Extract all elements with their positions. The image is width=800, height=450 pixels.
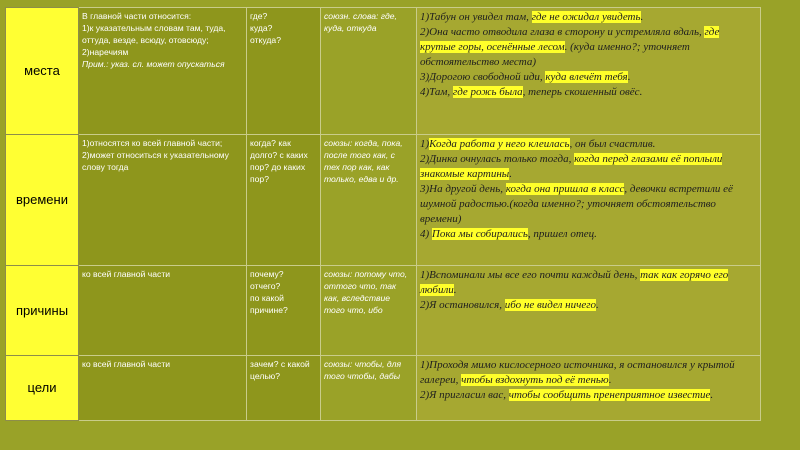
examples-cell bbox=[417, 356, 761, 421]
clause-type-label: времени bbox=[16, 192, 68, 207]
example-line bbox=[420, 182, 757, 227]
question-cell bbox=[247, 356, 321, 421]
conjunction-text: союзн. слова: где, куда, откуда bbox=[324, 11, 397, 33]
clause-type-cell bbox=[6, 135, 79, 266]
highlighted-clause: Пока мы собирались bbox=[431, 228, 528, 240]
highlighted-clause: так как горячо его любили bbox=[420, 269, 729, 296]
example-line bbox=[420, 85, 757, 100]
role-cell bbox=[79, 8, 247, 135]
example-line bbox=[420, 25, 757, 70]
example-text: . bbox=[453, 284, 457, 296]
role-cell bbox=[79, 356, 247, 421]
examples-cell bbox=[417, 135, 761, 266]
conjunction-cell bbox=[321, 8, 417, 135]
example-line bbox=[420, 137, 757, 152]
role-text: 2)наречиям bbox=[82, 47, 129, 57]
example-text: 1)Табун он увидел там, bbox=[420, 11, 532, 23]
highlighted-clause: где рожь была bbox=[452, 86, 523, 98]
example-text: 4) bbox=[420, 228, 432, 240]
example-line bbox=[420, 10, 757, 25]
question-text: где? bbox=[250, 11, 268, 21]
highlighted-clause: чтобы вздохнуть под её тенью bbox=[461, 374, 609, 386]
sentence-types-table bbox=[5, 7, 761, 421]
example-line bbox=[420, 298, 757, 313]
role-cell bbox=[79, 135, 247, 266]
table-row bbox=[6, 356, 761, 421]
question-text: почему? bbox=[250, 269, 284, 279]
highlighted-clause: чтобы сообщить пренеприятное известие bbox=[508, 389, 711, 401]
example-text: . bbox=[640, 11, 644, 23]
highlighted-clause: куда влечёт тебя bbox=[545, 71, 628, 83]
example-text: . bbox=[627, 71, 631, 83]
example-text: 4)Там, bbox=[420, 86, 453, 98]
conjunction-cell bbox=[321, 266, 417, 356]
examples-cell bbox=[417, 266, 761, 356]
example-text: . bbox=[608, 374, 612, 386]
example-text: 2)Динка очнулась только тогда, bbox=[420, 153, 575, 165]
conjunction-text: союзы: чтобы, для того чтобы, дабы bbox=[324, 359, 402, 381]
clause-type-cell bbox=[6, 356, 79, 421]
question-cell bbox=[247, 266, 321, 356]
conjunction-text: союзы: когда, пока, после того как, с тех пор как, как только, едва и др. bbox=[324, 138, 403, 184]
clause-type-cell bbox=[6, 8, 79, 135]
example-line bbox=[420, 358, 757, 388]
question-text: когда? как долго? с каких пор? до каких пор? bbox=[250, 138, 308, 184]
conjunction-cell bbox=[321, 135, 417, 266]
question-cell bbox=[247, 8, 321, 135]
example-text: 1)Вспоминали мы все его почти каждый день, bbox=[420, 269, 641, 281]
table-row bbox=[6, 8, 761, 135]
example-text: . (куда именно?; уточняет обстоятельство места) bbox=[420, 41, 690, 68]
example-text: , девочки встретили её шумной радостью.(когда именно?; уточняет обстоятельство времени) bbox=[420, 183, 733, 225]
clause-type-label: места bbox=[24, 63, 60, 78]
clause-type-label: причины bbox=[15, 302, 69, 318]
role-cell bbox=[79, 266, 247, 356]
example-line bbox=[420, 268, 757, 298]
example-text: , пришел отец. bbox=[527, 228, 597, 240]
example-text: 3)На другой день, bbox=[420, 183, 506, 195]
highlighted-clause: Когда работа у него клеилась bbox=[429, 138, 570, 150]
question-text: по какой причине? bbox=[250, 293, 288, 315]
role-text: В главной части относится: bbox=[82, 11, 192, 21]
role-text: 1)относятся ко всей главной части; bbox=[82, 138, 223, 148]
clause-type-cell bbox=[6, 266, 79, 356]
example-text: 2)Я пригласил вас, bbox=[420, 389, 509, 401]
table-row bbox=[6, 135, 761, 266]
clause-type-label: цели bbox=[27, 380, 57, 395]
conjunction-cell bbox=[321, 356, 417, 421]
example-text: , теперь скошенный овёс. bbox=[522, 86, 643, 98]
conjunction-text: союзы: потому что, оттого что, так как, вследствие того что, ибо bbox=[324, 269, 408, 315]
role-text: 2)может относиться к указательному слову тогда bbox=[82, 150, 229, 172]
question-text: зачем? с какой целью? bbox=[250, 359, 310, 381]
role-text: ко всей главной части bbox=[82, 359, 171, 369]
example-line bbox=[420, 227, 757, 242]
highlighted-clause: где крутые горы, осенённые лесом bbox=[420, 26, 720, 53]
example-text: . bbox=[596, 299, 599, 311]
role-text: ко всей главной части bbox=[82, 269, 171, 279]
example-line bbox=[420, 152, 757, 182]
example-text: 3)Дорогою свободной иди, bbox=[420, 71, 546, 83]
question-text: куда? bbox=[250, 23, 273, 33]
question-text: отчего? bbox=[250, 281, 281, 291]
example-text: 1)Проходя мимо кислосерного источника, я остановился у крытой галереи, bbox=[420, 359, 735, 386]
example-text: 1) bbox=[420, 138, 430, 150]
role-text: 1)к указательным словам там, туда, оттуда, везде, всюду, отовсюду; bbox=[82, 23, 226, 45]
example-line bbox=[420, 388, 757, 403]
highlighted-clause: ибо не видел ничего bbox=[504, 299, 596, 311]
example-text: , он был счастлив. bbox=[569, 138, 656, 150]
role-text: Прим.: указ. сл. может опускаться bbox=[82, 59, 225, 69]
highlighted-clause: когда перед глазами её поплыли знакомые картины bbox=[420, 153, 723, 180]
example-text: . bbox=[509, 168, 512, 180]
example-line bbox=[420, 70, 757, 85]
examples-cell bbox=[417, 8, 761, 135]
example-text: . bbox=[710, 389, 714, 401]
example-text: 2)Я остановился, bbox=[420, 299, 505, 311]
table-row bbox=[6, 266, 761, 356]
question-cell bbox=[247, 135, 321, 266]
highlighted-clause: когда она пришла в класс bbox=[505, 183, 625, 195]
question-text: откуда? bbox=[250, 35, 281, 45]
example-text: 2)Она часто отводила глаза в сторону и устремляла вдаль, bbox=[420, 26, 705, 38]
highlighted-clause: где не ожидал увидеть bbox=[531, 11, 641, 23]
